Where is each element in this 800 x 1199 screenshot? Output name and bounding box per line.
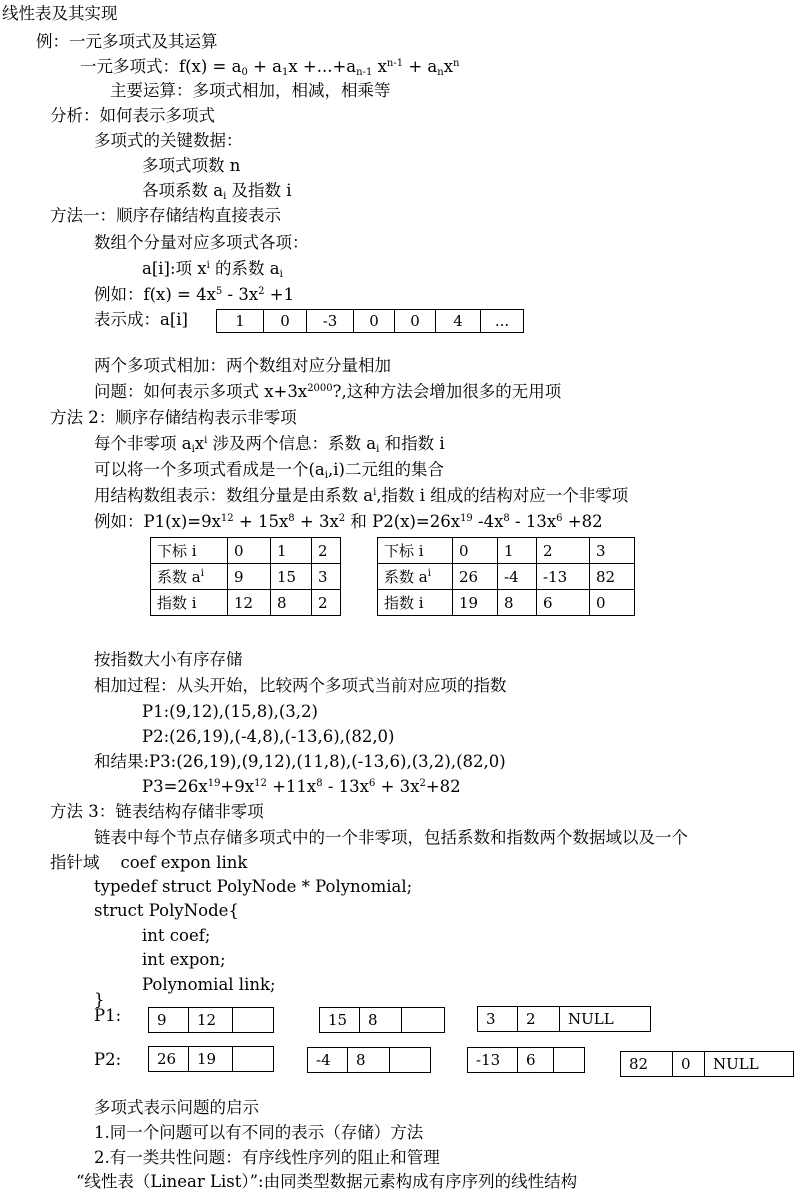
table-row (151, 590, 341, 616)
table-cell: 系数 $a^i$ (151, 564, 228, 590)
table-cell: -4 (498, 564, 537, 590)
example-heading: 例：一元多项式及其运算 (36, 32, 218, 51)
analysis-heading: 分析：如何表示多项式 (50, 106, 215, 125)
node-coef: 15 (320, 1008, 360, 1032)
method2-line3: 用结构数组表示：数组分量是由系数 $a^i$,指数 i 组成的结构对应一个非零项 (94, 486, 629, 505)
insight-point2: 2.有一类共性问题：有序线性序列的阻止和管理 (94, 1148, 440, 1167)
table-row (151, 564, 341, 590)
p1-tuples: P1:(9,12),(15,8),(3,2) (142, 702, 318, 721)
code-line: Polynomial link; (142, 975, 276, 994)
array-cell: ... (494, 312, 510, 330)
node-link (233, 1008, 273, 1032)
p1-struct-table (150, 537, 341, 616)
p3-formula: $P3=26x^{19}+9x^{12} +11x^8 - 13x^6 + 3x^2+82$ (142, 777, 461, 796)
page-title: 线性表及其实现 (2, 4, 118, 23)
table-cell: 8 (271, 590, 312, 616)
table-row (378, 564, 635, 590)
table-cell: 26 (453, 564, 498, 590)
table-cell: 0 (590, 590, 635, 616)
list-node (148, 1007, 274, 1033)
method1-problem: 问题：如何表示多项式 $x+3x^{2000}$?,这种方法会增加很多的无用项 (94, 382, 562, 401)
list-node (467, 1047, 585, 1073)
node-expon: 0 (673, 1052, 705, 1076)
node-coef: 9 (149, 1008, 189, 1032)
table-cell: 指数 i (378, 590, 453, 616)
array-cell: 0 (264, 310, 307, 332)
table-cell: 6 (537, 590, 590, 616)
list-node (620, 1051, 794, 1077)
table-cell: -13 (537, 564, 590, 590)
sum-result: 和结果:P3:(26,19),(9,12),(11,8),(-13,6),(3,2),(82,0) (94, 752, 506, 771)
array-cell: 1 (217, 310, 264, 332)
table-cell: 19 (453, 590, 498, 616)
p2-label: P2: (94, 1050, 122, 1069)
table-cell: 82 (590, 564, 635, 590)
node-link (402, 1008, 444, 1032)
table-cell: 系数 $a^i$ (378, 564, 453, 590)
list-node (148, 1046, 274, 1072)
coefficient-array (216, 309, 524, 333)
list-node (319, 1007, 445, 1033)
method3-line2: 指针域 coef expon link (50, 853, 248, 872)
table-cell: 0 (453, 538, 498, 564)
node-coef: 26 (149, 1047, 189, 1071)
p1-label: P1: (94, 1006, 122, 1025)
code-line: typedef struct PolyNode * Polynomial; (94, 877, 413, 896)
node-expon: 2 (518, 1007, 560, 1031)
table-cell: 下标 i (151, 538, 228, 564)
array-cell: 4 (436, 310, 481, 332)
node-expon: 8 (348, 1048, 390, 1072)
node-coef: -4 (308, 1048, 348, 1072)
table-cell: 指数 i (151, 590, 228, 616)
insight-point1: 1.同一个问题可以有不同的表示（存储）方法 (94, 1123, 424, 1142)
method1-add: 两个多项式相加：两个数组对应分量相加 (94, 356, 391, 375)
array-cell: 0 (354, 310, 395, 332)
table-cell: 1 (271, 538, 312, 564)
code-line: int expon; (142, 950, 226, 969)
method3-line1: 链表中每个节点存储多项式中的一个非零项，包括系数和指数两个数据域以及一个 (94, 828, 688, 847)
array-cell: -3 (307, 310, 354, 332)
method2-heading: 方法 2：顺序存储结构表示非零项 (50, 408, 297, 427)
node-expon: 12 (189, 1008, 233, 1032)
method3-heading: 方法 3：链表结构存储非零项 (50, 802, 264, 821)
node-link (390, 1048, 430, 1072)
method1-line1: 数组个分量对应多项式各项： (94, 233, 309, 252)
table-cell: 9 (228, 564, 271, 590)
node-expon: 19 (189, 1047, 233, 1071)
node-expon: 6 (518, 1048, 554, 1072)
node-expon: 8 (360, 1008, 402, 1032)
table-row (151, 538, 341, 564)
table-cell: 2 (312, 590, 341, 616)
code-line: int coef; (142, 926, 211, 945)
table-cell: 1 (498, 538, 537, 564)
table-cell: 8 (498, 590, 537, 616)
method1-line2: a[i]:项 $x^i$ 的系数 $a_i$ (142, 259, 283, 280)
table-cell: 3 (312, 564, 341, 590)
array-cell: 0 (395, 310, 436, 332)
linear-list-definition: “线性表（Linear List）”:由同类型数据元素构成有序序列的线性结构 (76, 1172, 578, 1191)
p2-tuples: P2:(26,19),(-4,8),(-13,6),(82,0) (142, 727, 395, 746)
method1-example: 例如：$f(x) = 4x^5 - 3x^2 +1$ (94, 285, 295, 304)
p2-struct-table (377, 537, 635, 616)
method1-heading: 方法一：顺序存储结构直接表示 (50, 206, 281, 225)
key-item-count: 多项式项数 n (142, 156, 241, 175)
table-row (378, 538, 635, 564)
node-link (554, 1048, 584, 1072)
table-row (378, 590, 635, 616)
add-process: 相加过程：从头开始，比较两个多项式当前对应项的指数 (94, 676, 507, 695)
node-link: NULL (568, 1010, 614, 1028)
polynomial-definition: 一元多项式：$f(x) = a_0 + a_1x +...+a_{n-1}$ $x^{n-1} + a_nx^n$ (80, 57, 460, 78)
code-line: struct PolyNode{ (94, 901, 239, 920)
array-repr-label: 表示成：a[i] (94, 310, 188, 329)
list-node (477, 1006, 651, 1032)
method2-line2: 可以将一个多项式看成是一个$(a_i,i)$二元组的集合 (94, 460, 444, 481)
node-coef: -13 (468, 1048, 518, 1072)
method2-line1: 每个非零项 $a_ix^i$ 涉及两个信息：系数 $a_i$ 和指数 i (94, 434, 445, 455)
node-coef: 3 (478, 1007, 518, 1031)
table-cell: 2 (537, 538, 590, 564)
main-operations: 主要运算：多项式相加，相减，相乘等 (110, 81, 391, 100)
node-link: NULL (713, 1055, 759, 1073)
sort-note: 按指数大小有序存储 (94, 650, 243, 669)
table-cell: 下标 i (378, 538, 453, 564)
key-item-coef: 各项系数 $a_i$ 及指数 i (142, 181, 292, 202)
code-line: } (94, 990, 105, 1009)
table-cell: 0 (228, 538, 271, 564)
list-node (307, 1047, 431, 1073)
node-link (233, 1047, 273, 1071)
table-cell: 3 (590, 538, 635, 564)
node-coef: 82 (621, 1052, 673, 1076)
insight-heading: 多项式表示问题的启示 (94, 1098, 259, 1117)
table-cell: 2 (312, 538, 341, 564)
key-data-label: 多项式的关键数据： (94, 131, 243, 150)
method2-example: 例如：$P1(x)=9x^{12} + 15x^8 + 3x^2$ 和 $P2(x)=26x^{19}$ $-4x^8 - 13x^6 +82$ (94, 512, 603, 531)
table-cell: 15 (271, 564, 312, 590)
table-cell: 12 (228, 590, 271, 616)
